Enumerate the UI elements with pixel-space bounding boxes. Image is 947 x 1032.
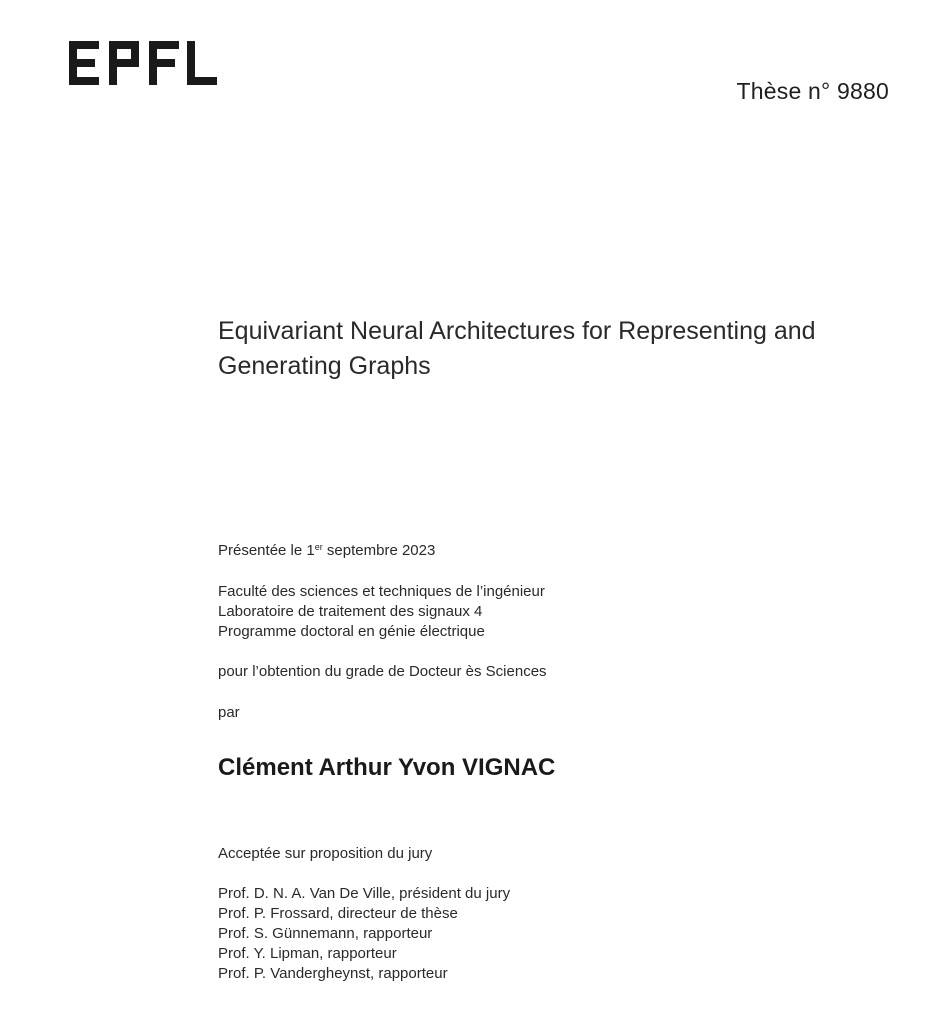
by-label: par	[218, 704, 240, 721]
jury-member: Prof. P. Frossard, directeur de thèse	[218, 905, 458, 922]
jury-member: Prof. P. Vandergheynst, rapporteur	[218, 965, 448, 982]
thesis-number: Thèse n° 9880	[736, 78, 889, 104]
presentation-date: Présentée le 1er septembre 2023	[218, 542, 436, 559]
jury-member: Prof. Y. Lipman, rapporteur	[218, 945, 397, 962]
thesis-title: Equivariant Neural Architectures for Representing and Generating Graphs	[218, 317, 816, 380]
jury-member: Prof. S. Günnemann, rapporteur	[218, 925, 433, 942]
jury-member: Prof. D. N. A. Van De Ville, président du jury	[218, 885, 511, 902]
jury-intro: Acceptée sur proposition du jury	[218, 845, 433, 862]
faculty: Faculté des sciences et techniques de l’ingénieur	[218, 583, 545, 600]
laboratory: Laboratoire de traitement des signaux 4	[218, 603, 483, 620]
epfl-logo	[69, 41, 219, 85]
author-name: Clément Arthur Yvon VIGNAC	[218, 754, 556, 781]
doctoral-program: Programme doctoral en génie électrique	[218, 623, 485, 640]
degree-statement: pour l’obtention du grade de Docteur ès Sciences	[218, 663, 547, 680]
